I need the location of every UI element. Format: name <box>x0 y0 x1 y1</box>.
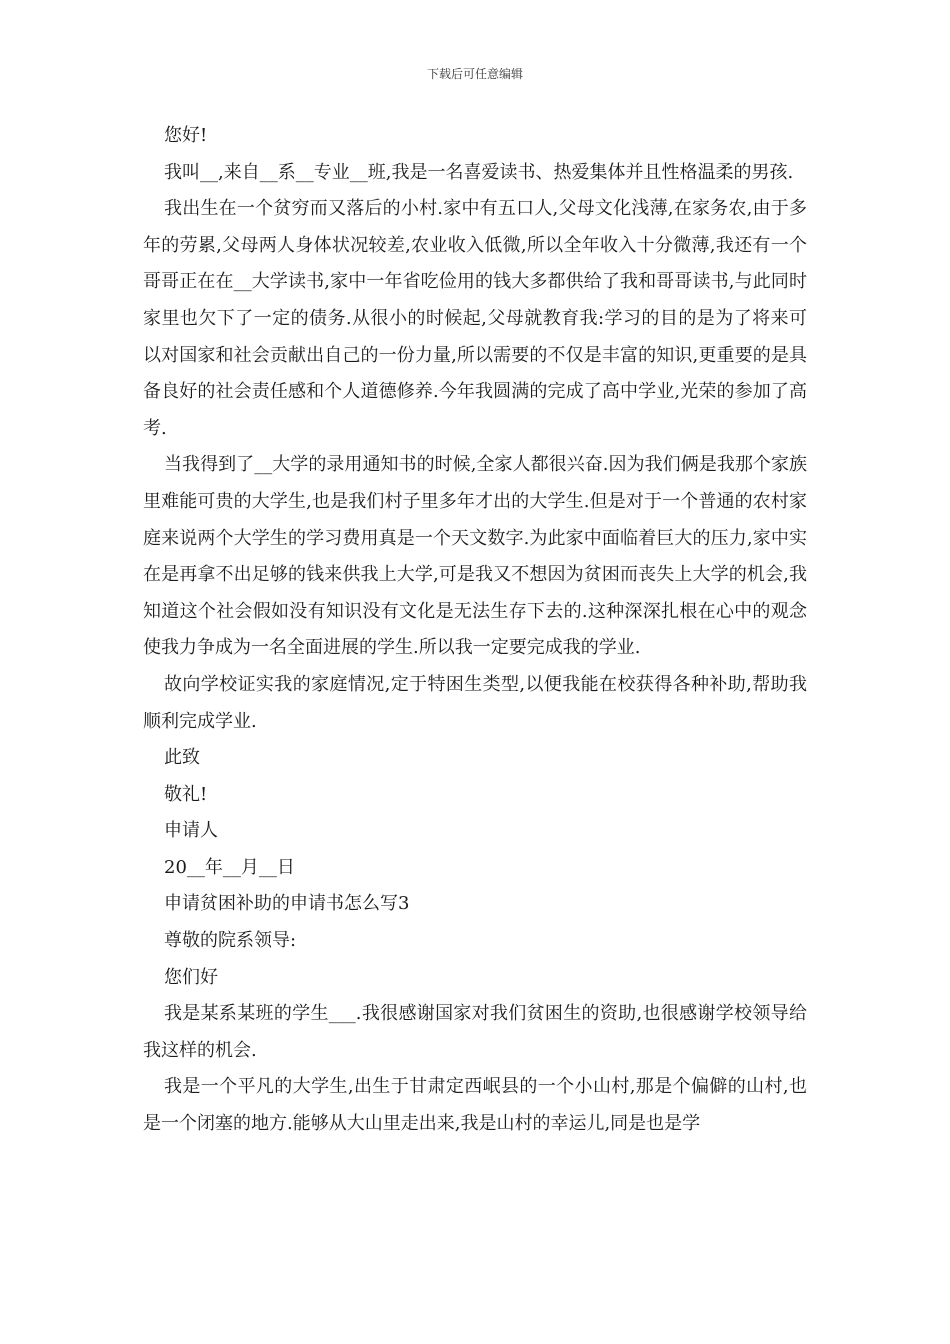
paragraph-origin: 我是一个平凡的大学生,出生于甘肃定西岷县的一个小山村,那是个偏僻的山村,也是一个闭塞的地方.能够从大山里走出来,我是山村的幸运儿,同是也是学 <box>143 1076 807 1135</box>
paragraph-closing-2: 敬礼! <box>164 783 208 805</box>
paragraph-salutation: 尊敬的院系领导: <box>164 930 297 952</box>
paragraph-thanks: 我是某系某班的学生___.我很感谢国家对我们贫困生的资助,也很感谢学校领导给我这样的机会. <box>143 1003 807 1061</box>
paragraph-request: 故向学校证实我的家庭情况,定于特困生类型,以便我能在校获得各种补助,帮助我顺利完成学业. <box>143 673 807 732</box>
paragraph-self-intro: 我叫__,来自__系__专业__班,我是一名喜爱读书、热爱集体并且性格温柔的男孩. <box>164 161 794 183</box>
paragraph-family-background: 我出生在一个贫穷而又落后的小村.家中有五口人,父母文化浅薄,在家务农,由于多年的劳累,父母两人身体状况较差,农业收入低微,所以全年收入十分微薄,我还有一个哥哥正在在__大学读书,家中一年省吃俭用的钱大多都供给了我和哥哥读书,与此同时家里也欠下了一定的债务.从很小的时候起,父母就教育我:学习的目的是为了将来可以对国家和社会贡献出自己的一份力量,所以需要的不仅是丰富的知识,更重要的是具备良好的社会责任感和个人道德修养.今年我圆满的完成了高中学业,光荣的参加了高考. <box>143 198 807 439</box>
paragraph-date: 20__年__月__日 <box>164 856 295 878</box>
paragraph-applicant: 申请人 <box>164 820 218 842</box>
paragraph-admission: 当我得到了__大学的录用通知书的时候,全家人都很兴奋.因为我们俩是我那个家族里难能可贵的大学生,也是我们村子里多年才出的大学生.但是对于一个普通的农村家庭来说两个大学生的学习费用真是一个天文数字.为此家中面临着巨大的压力,家中实在是再拿不出足够的钱来供我上大学,可是我又不想因为贫困而丧失上大学的机会,我知道这个社会假如没有知识没有文化是无法生存下去的.这种深深扎根在心中的观念使我力争成为一名全面进展的学生.所以我一定要完成我的学业. <box>143 454 807 659</box>
paragraph-section-title: 申请贫困补助的申请书怎么写3 <box>164 893 410 915</box>
document-body <box>143 118 807 1143</box>
paragraph-closing-1: 此致 <box>164 747 200 769</box>
paragraph-greeting-2: 您们好 <box>164 966 218 988</box>
paragraph-greeting: 您好! <box>164 125 208 146</box>
page-header-note: 下载后可任意编辑 <box>426 67 523 81</box>
